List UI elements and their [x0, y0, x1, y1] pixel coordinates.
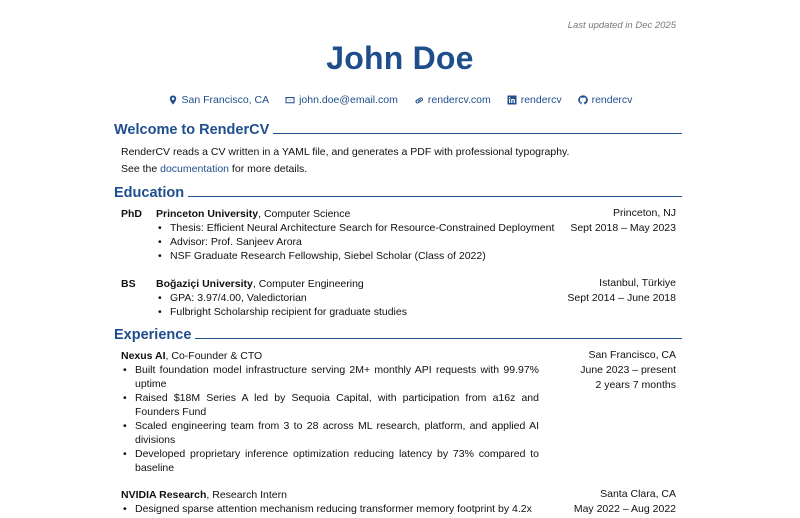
section-divider	[273, 133, 682, 134]
education-area: , Computer Engineering	[252, 278, 364, 290]
location: San Francisco, CA	[588, 349, 676, 361]
welcome-line-2	[121, 163, 307, 175]
list-item: • Thesis: Efficient Neural Architecture Search for Resource-Constrained Deployment	[156, 221, 554, 235]
dates: Sept 2014 – June 2018	[567, 292, 676, 304]
list-item: • Scaled engineering team from 3 to 28 across ML research, platform, and applied AI divisions	[121, 419, 539, 447]
map-pin-icon	[168, 95, 178, 105]
duration: 2 years 7 months	[595, 379, 676, 391]
education-highlights	[156, 291, 407, 319]
contact-linkedin[interactable]	[507, 94, 562, 106]
list-item: • Fulbright Scholarship recipient for graduate studies	[156, 305, 407, 319]
contact-email-text[interactable]: john.doe@email.com	[299, 94, 398, 106]
list-item: • NSF Graduate Research Fellowship, Siebel Scholar (Class of 2022)	[156, 249, 554, 263]
education-entry-title	[156, 208, 350, 220]
education-location-dates	[570, 206, 676, 236]
education-entry-title	[156, 278, 364, 290]
contact-location	[168, 94, 270, 106]
institution-name: Boğaziçi University	[156, 278, 253, 290]
company-name: NVIDIA Research	[121, 489, 207, 501]
welcome-line-2-post: for more details.	[229, 163, 308, 175]
contact-website[interactable]	[414, 94, 491, 106]
section-divider	[195, 338, 682, 339]
contact-github-text[interactable]: rendercv	[591, 94, 633, 106]
position-title: , Research Intern	[206, 489, 287, 501]
contact-location-text: San Francisco, CA	[181, 94, 270, 106]
experience-location-dates	[580, 348, 676, 393]
experience-location-dates	[574, 487, 676, 517]
dates: June 2023 – present	[580, 364, 676, 376]
location: Istanbul, Türkiye	[599, 277, 676, 289]
github-icon	[578, 95, 588, 105]
experience-entry-title	[121, 350, 262, 362]
experience-entry-title	[121, 489, 287, 501]
education-highlights	[156, 221, 554, 263]
last-updated: Last updated in Dec 2025	[567, 20, 676, 31]
position-title: , Co-Founder & CTO	[165, 350, 263, 362]
company-name: Nexus AI	[121, 350, 166, 362]
contact-website-text[interactable]: rendercv.com	[427, 94, 491, 106]
section-title: Welcome to RenderCV	[114, 122, 270, 138]
section-divider	[188, 196, 682, 197]
contact-linkedin-text[interactable]: rendercv	[520, 94, 562, 106]
welcome-line-1: RenderCV reads a CV written in a YAML file, and generates a PDF with professional typography.	[121, 146, 570, 158]
institution-name: Princeton University	[156, 208, 259, 220]
experience-highlights	[121, 363, 539, 475]
person-name: John Doe	[326, 40, 474, 76]
section-experience-header	[114, 327, 682, 343]
list-item: • Built foundation model infrastructure serving 2M+ monthly API requests with 99.97% uptime	[121, 363, 539, 391]
documentation-link[interactable]: documentation	[160, 163, 230, 175]
link-icon	[414, 95, 424, 105]
location: Santa Clara, CA	[600, 488, 676, 500]
section-title: Experience	[114, 327, 192, 343]
section-title: Education	[114, 185, 185, 201]
section-education-header	[114, 185, 682, 201]
envelope-icon	[285, 95, 295, 105]
contact-github[interactable]	[578, 94, 633, 106]
list-item: • Developed proprietary inference optimization reducing latency by 73% compared to baseline	[121, 447, 539, 475]
contact-bar	[0, 94, 800, 106]
linkedin-icon	[507, 95, 517, 105]
degree-label: PhD	[121, 208, 142, 220]
list-item: • Advisor: Prof. Sanjeev Arora	[156, 235, 554, 249]
education-area: , Computer Science	[258, 208, 351, 220]
dates: May 2022 – Aug 2022	[573, 503, 676, 515]
education-location-dates	[567, 276, 676, 306]
dates: Sept 2018 – May 2023	[570, 222, 676, 234]
welcome-line-2-pre: See the	[121, 163, 161, 175]
contact-email[interactable]	[285, 94, 398, 106]
section-welcome-header	[114, 122, 682, 138]
location: Princeton, NJ	[612, 207, 676, 219]
list-item: • GPA: 3.97/4.00, Valedictorian	[156, 291, 407, 305]
list-item: • Raised $18M Series A led by Sequoia Capital, with participation from a16z and Founders Fund	[121, 391, 539, 419]
degree-label: BS	[121, 278, 136, 290]
experience-highlights	[121, 502, 539, 516]
list-item: • Designed sparse attention mechanism reducing transformer memory footprint by 4.2x	[121, 502, 539, 516]
